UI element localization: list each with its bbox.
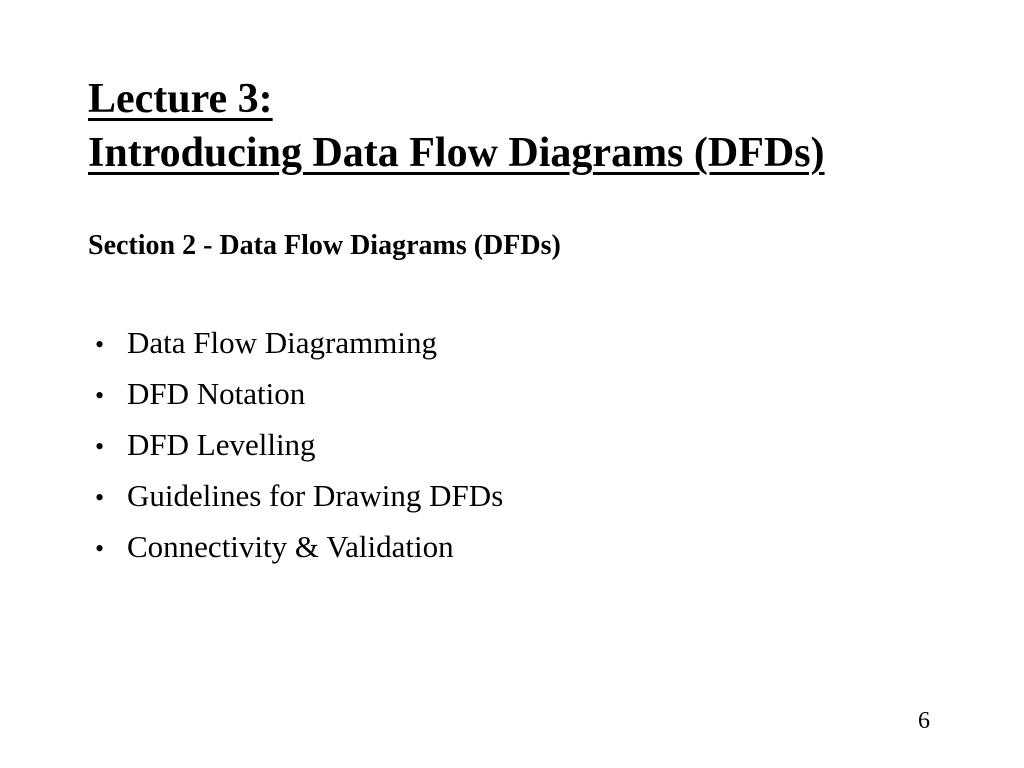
bullet-text: DFD Notation — [127, 376, 306, 411]
bullet-list — [95, 318, 503, 573]
bullet-icon: • — [95, 330, 105, 359]
bullet-text: Connectivity & Validation — [127, 529, 454, 564]
list-item — [95, 369, 503, 420]
list-item — [95, 522, 503, 573]
page-number: 6 — [918, 708, 930, 734]
bullet-icon: • — [95, 534, 105, 563]
bullet-icon: • — [95, 381, 105, 410]
list-item — [95, 318, 503, 369]
bullet-text: Data Flow Diagramming — [127, 325, 437, 360]
bullet-icon: • — [95, 432, 105, 461]
list-item — [95, 471, 503, 522]
section-heading: Section 2 - Data Flow Diagrams (DFDs) — [88, 230, 561, 261]
bullet-text: Guidelines for Drawing DFDs — [127, 478, 504, 513]
list-item — [95, 420, 503, 471]
slide-title — [88, 72, 825, 180]
slide-title-line-1: Lecture 3: — [88, 76, 273, 122]
bullet-text: DFD Levelling — [127, 427, 316, 462]
slide-title-line-2: Introducing Data Flow Diagrams (DFDs) — [88, 130, 825, 176]
bullet-icon: • — [95, 483, 105, 512]
